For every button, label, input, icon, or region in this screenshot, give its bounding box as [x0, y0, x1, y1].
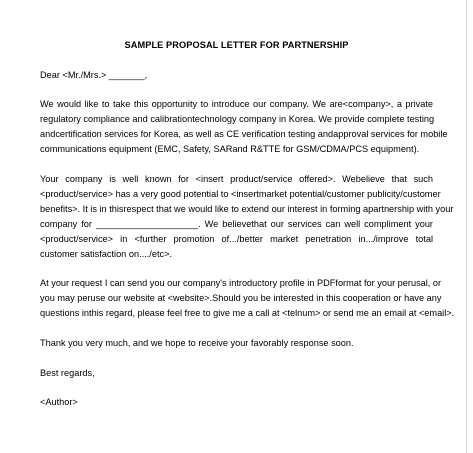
paragraph-2-line-2: <product/service> has a very good potential to <insertmarket potential/customer publicity/customer — [40, 189, 441, 199]
salutation: Dear <Mr./Mrs.> _______, — [40, 70, 148, 80]
signature: <Author> — [40, 397, 78, 407]
paragraph-2-line-6: customer satisfaction on..../etc>. — [40, 249, 173, 259]
paragraph-1-line-4: communications equipment (EMC, Safety, SARand R&TTE for GSM/CDMA/PCS equipment). — [40, 144, 420, 154]
paragraph-2-line-4: company for ____________________. We believethat our services can well compliment your — [40, 219, 433, 229]
paragraph-3-line-2: you may peruse our website at <website>.Should you be interested in this cooperation or have any — [40, 293, 442, 303]
page-right-edge — [466, 0, 467, 453]
paragraph-1-line-2: regulatory compliance and calibrationtechnology company in Korea. We provide complete testing — [40, 114, 435, 124]
paragraph-2-line-5: <product/service> in <further promotion of.../better market penetration in.../improve total — [40, 234, 433, 244]
paragraph-3-line-3: questions inthis regard, please feel free to give me a call at <telnum> or send me an email at <email>. — [40, 308, 455, 318]
paragraph-1-line-3: andcertification services for Korea, as well as CE verification testing andapproval services for mobile — [40, 129, 448, 139]
paragraph-4: Thank you very much, and we hope to receive your favorably response soon. — [40, 338, 354, 348]
paragraph-2-line-3: benefits>. It is in thisrespect that we would like to extend our interest in forming apartnership with your — [40, 204, 454, 214]
closing: Best regards, — [40, 368, 95, 378]
letter-title: SAMPLE PROPOSAL LETTER FOR PARTNERSHIP — [124, 40, 349, 50]
paragraph-2-line-1: Your company is well known for <insert product/service offered>. Webelieve that such — [40, 174, 433, 184]
paragraph-1-line-1: We would like to take this opportunity to introduce our company. We are<company>, a private — [40, 99, 433, 109]
paragraph-3-line-1: At your request I can send you our company's introductory profile in PDFformat for your perusal, or — [40, 278, 442, 288]
